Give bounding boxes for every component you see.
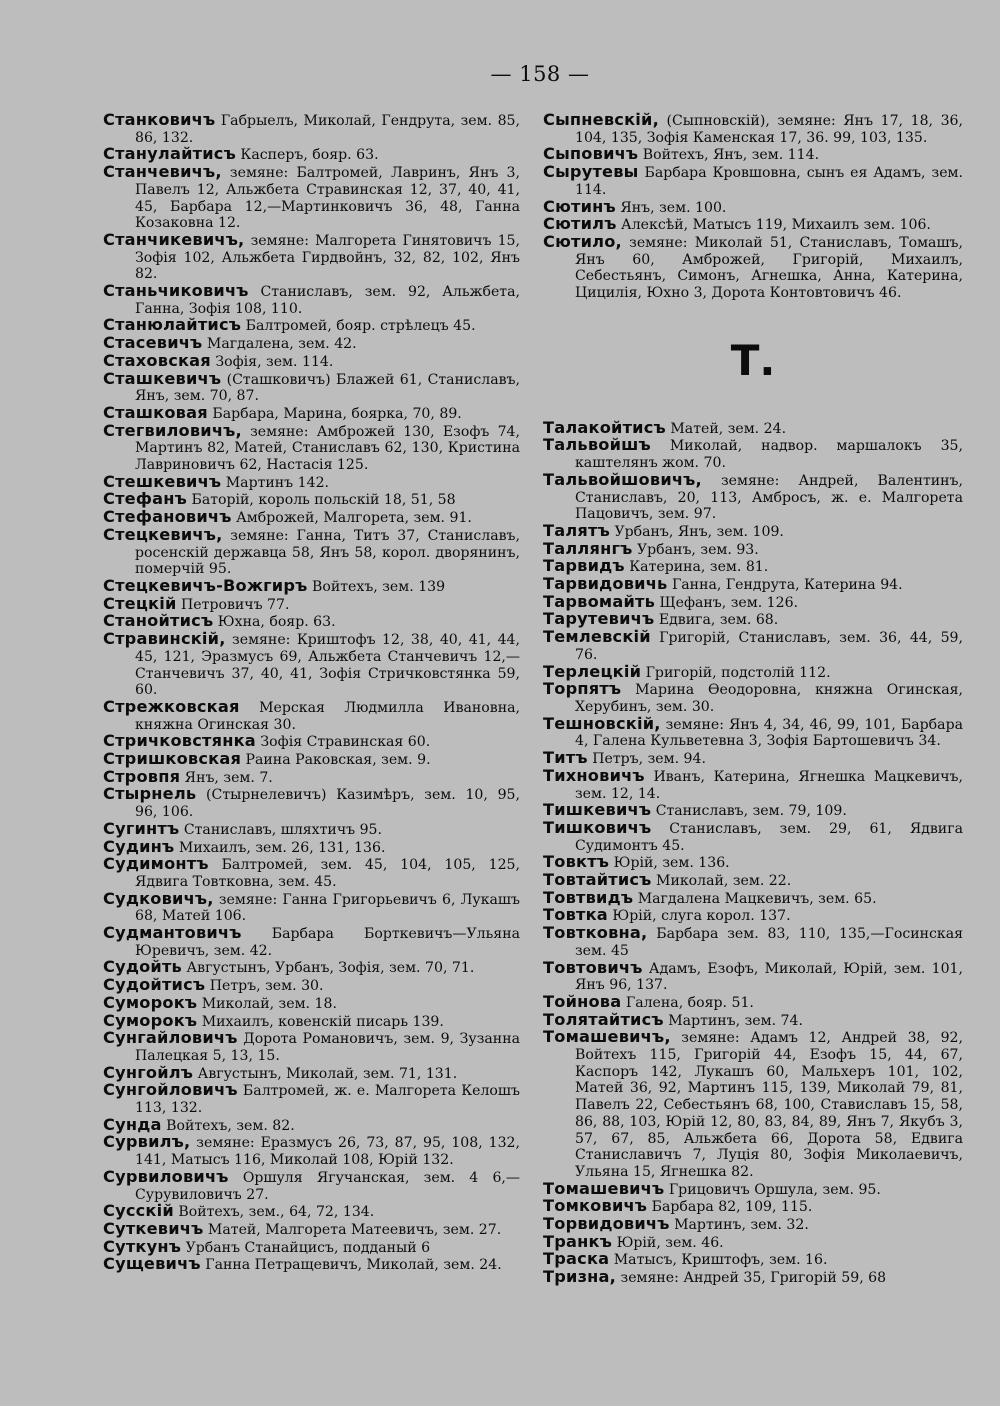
right-column-bottom-entries — [543, 417, 963, 1287]
entry-surname: Тальвойшъ — [543, 435, 651, 455]
entry-surname: Судойть — [103, 957, 182, 977]
entry-surname: Стецкевичъ-Вожгиръ — [103, 575, 308, 595]
entry-surname: Титъ — [543, 748, 588, 768]
index-entry — [543, 437, 963, 471]
entry-details: земяне: Балтромей, Лавринъ, Янъ 3, Павелъ 12, Альжбета Стравинская 12, 37, 40, 41, 45, Барбара 12,—Мартинковичъ 36, 48, Ганна Козаковна 12. — [135, 165, 520, 232]
entry-details: Иванъ, Катерина, Ягнешка Мацкевичъ, зем. 12, 14. — [575, 768, 963, 802]
entry-details: Михаилъ, зем. 26, 131, 136. — [174, 839, 386, 856]
entry-details: Мерская Людмилла Ивановна, княжна Огинская 30. — [135, 699, 520, 733]
index-entry — [103, 229, 520, 283]
entry-details: Урбанъ Станайцисъ, подданый 6 — [181, 1239, 431, 1256]
entry-surname: Томашевичъ — [543, 1178, 665, 1198]
entry-surname: Сыпневскій, — [543, 110, 659, 129]
entry-details: Ганна Петращевичъ, Миколай, зем. 24. — [200, 1257, 502, 1274]
entry-details: Миколай, зем. 22. — [651, 873, 792, 890]
index-entry — [543, 164, 963, 198]
entry-details: Мартинъ 142. — [221, 474, 330, 491]
entry-surname: Траска — [543, 1249, 610, 1269]
entry-details: Едвига, зем. 68. — [654, 612, 779, 629]
entry-details: Миколай, зем. 18. — [197, 995, 337, 1012]
entry-details: земяне: Малгорета Гинятовичъ 15, Зофія 102, Альжбета Гирдвойнъ, 32, 82, 102, Янъ 82. — [135, 232, 520, 283]
entry-details: Юхна, бояр. 63. — [213, 614, 336, 631]
entry-surname: Торвидовичъ — [543, 1214, 670, 1234]
entry-surname: Талятъ — [543, 520, 610, 540]
entry-surname: Тарвидовичь — [543, 574, 668, 594]
index-entry — [103, 283, 520, 317]
entry-details: Галена, бояр. 51. — [621, 994, 754, 1011]
entry-details: Станиславъ, зем. 29, 61, Ядвига Судимонтъ 45. — [575, 820, 963, 854]
entry-surname: Тойнова — [543, 991, 622, 1011]
entry-details: Войтехъ, зем. 139 — [307, 578, 446, 595]
entry-surname: Товтковна, — [543, 923, 648, 943]
index-entry — [543, 231, 963, 302]
entry-surname: Товтка — [543, 905, 608, 925]
entry-surname: Сташкевичъ — [103, 368, 222, 388]
index-entry — [103, 1134, 520, 1168]
entry-details: земяне: Ганна Григорьевичъ 6, Лукашъ 68, Матей 106. — [135, 891, 520, 925]
entry-details: Адамъ, Езофъ, Миколай, Юрій, зем. 101, Янъ 96, 137. — [575, 960, 963, 994]
entry-surname: Торпятъ — [543, 679, 622, 699]
entry-details: Марина Ѳеодоровна, княжна Огинская, Херубинъ, зем. 30. — [575, 682, 963, 715]
entry-surname: Стецкій — [103, 593, 177, 613]
entry-surname: Стаховская — [103, 350, 211, 370]
entry-details: Станиславъ, зем. 92, Альжбета, Ганна, Зофія 108, 110. — [135, 284, 520, 317]
entry-surname: Транкъ — [543, 1231, 613, 1251]
entry-surname: Стрежковская — [103, 696, 240, 716]
entry-details: Магдалена, зем. 42. — [202, 336, 357, 353]
entry-surname: Тихновичъ — [543, 765, 645, 785]
entry-details: Зофія Стравинская 60. — [255, 734, 431, 751]
entry-surname: Станковичъ — [103, 110, 216, 129]
index-entry — [543, 925, 963, 959]
entry-details: (Сыпновскій), земяне: Янъ 17, 18, 36, 104, 135, Зофія Каменская 17, 36. 99, 103, 135. — [575, 113, 963, 146]
entry-surname: Сунгойловичъ — [103, 1080, 238, 1100]
entry-surname: Станойтисъ — [103, 611, 214, 631]
index-entry — [103, 1166, 520, 1203]
index-entry — [103, 1082, 520, 1116]
entry-details: Алексѣй, Матысъ 119, Михаилъ зем. 106. — [616, 217, 931, 234]
entry-details: Войтехъ, зем. 82. — [161, 1117, 295, 1134]
entry-details: Грицовичъ Оршула, зем. 95. — [664, 1181, 881, 1198]
entry-details: Петръ, зем. 94. — [587, 751, 706, 768]
index-entry — [543, 713, 963, 750]
entry-details: Зофія, зем. 114. — [210, 353, 334, 370]
entry-surname: Томашевичъ, — [543, 1027, 671, 1047]
entry-surname: Стасевичъ — [103, 333, 203, 353]
index-entry — [103, 368, 520, 405]
entry-surname: Суткунъ — [103, 1236, 182, 1256]
entry-details: Матей, Малгорета Матеевичъ, зем. 27. — [203, 1222, 502, 1238]
entry-surname: Товтовичъ — [543, 957, 643, 977]
index-entry — [543, 469, 963, 523]
entry-details: земяне: Андрей 35, Григорій 59, 68 — [616, 1270, 887, 1287]
entry-surname: Судковичъ, — [103, 888, 214, 908]
entry-details: Касперъ, бояр. 63. — [235, 147, 379, 164]
entry-details: Ганна, Гендрута, Катерина 94. — [667, 577, 903, 594]
entry-surname: Сютилъ — [543, 214, 617, 234]
entry-details: Петръ, зем. 30. — [205, 978, 324, 995]
entry-surname: Товтайтисъ — [543, 870, 652, 890]
entry-surname: Судмантовичъ — [103, 923, 242, 943]
index-entry — [103, 631, 520, 699]
entry-surname: Терлецкій — [543, 661, 642, 681]
entry-surname: Таллянгъ — [543, 538, 633, 558]
section-letter: Т. — [730, 335, 776, 385]
entry-details: Барбара, Марина, боярка, 70, 89. — [207, 405, 462, 422]
entry-surname: Станчикевичъ, — [103, 229, 245, 249]
index-entry — [543, 629, 963, 663]
entry-details: Петровичъ 77. — [176, 596, 290, 613]
index-entry — [103, 112, 520, 146]
entry-surname: Сютинъ — [543, 196, 616, 216]
entry-details: Миколай, надвор. маршалокъ 35, каштелянъ жом. 70. — [575, 438, 963, 472]
entry-surname: Тризна, — [543, 1267, 617, 1287]
entry-details: земяне: Адамъ 12, Андрей 38, 92, Войтехъ 115, Григорій 44, Езофъ 15, 44, 67, Каспоръ 142, Лукашъ 60, Мальхеръ 101, 102, Матей 36, 92, Мартинъ 115, 139, Миколай 79, 81, Павелъ 22, Себестьянъ 68, 100, Ставиславъ 15, 58, 86, 88, 103, Юрій 12, 80, 83, 84, 89, Янъ 7, Якубъ 3, 57, 67, 85, Альжбета 66, Дорота 58, Едвига Станиславичъ 7, Луція 80, Зофія Миколаевичъ, Ульяна 15, Ягнешка 82. — [575, 1030, 963, 1180]
entry-surname: Тишкевичъ — [543, 800, 652, 820]
entry-surname: Стырнель — [103, 784, 197, 804]
entry-details: Габрыелъ, Миколай, Гендрута, зем. 85, 86, 132. — [135, 113, 520, 146]
entry-surname: Стефанъ — [103, 489, 187, 509]
entry-details: Магдалена Мацкевичъ, зем. 65. — [633, 890, 877, 907]
entry-surname: Тарвомайть — [543, 591, 656, 611]
page-number: — 158 — — [490, 62, 590, 86]
entry-surname: Стефановичъ — [103, 507, 232, 527]
entry-details: земяне: Амброжей 130, Езофъ 74, Мартинъ 82, Матей, Станиславъ 62, 130, Кристина Лавриновичъ 62, Настасія 125. — [135, 423, 520, 474]
entry-details: Барбара Борткевичъ—Ульяна Юревичъ, зем. 42. — [135, 926, 520, 959]
index-entry — [543, 957, 963, 994]
index-entry — [103, 420, 520, 474]
entry-surname: Сунгайловичъ — [103, 1028, 238, 1048]
entry-details: Войтехъ, зем., 64, 72, 134. — [173, 1204, 375, 1221]
entry-details: Августынъ, Миколай, зем. 71, 131. — [193, 1065, 458, 1082]
entry-details: Щефанъ, зем. 126. — [655, 594, 799, 611]
entry-details: Урбанъ, зем. 93. — [632, 541, 759, 558]
entry-surname: Станулайтисъ — [103, 144, 236, 164]
index-entry — [543, 112, 963, 146]
entry-details: Августынъ, Урбанъ, Зофія, зем. 70, 71. — [182, 960, 475, 977]
entry-details: Матей, зем. 24. — [665, 420, 787, 437]
entry-surname: Томковичъ — [543, 1196, 648, 1216]
entry-surname: Судойтисъ — [103, 975, 206, 995]
entry-surname: Сунгойлъ — [103, 1062, 194, 1082]
entry-surname: Талакойтисъ — [543, 417, 666, 437]
entry-details: Балтромей, ж. е. Малгорета Келошъ 113, 132. — [135, 1083, 520, 1117]
entry-details: Барбара Кровшовна, сынъ ея Адамъ, зем. 114. — [575, 165, 963, 198]
entry-surname: Сырутевы — [543, 162, 639, 182]
entry-surname: Тешновскій, — [543, 713, 661, 733]
entry-details: Мартинъ, зем. 32. — [669, 1217, 809, 1234]
entry-details: земяне: Еразмусъ 26, 73, 87, 95, 108, 132, 141, Матысъ 116, Миколай 108, Юрій 132. — [135, 1135, 520, 1169]
entry-details: Станиславъ, зем. 79, 109. — [651, 803, 847, 820]
entry-details: Балтромей, бояр. стрѣлецъ 45. — [241, 318, 476, 335]
entry-details: Юрій, зем. 46. — [612, 1234, 724, 1251]
index-entry — [543, 1269, 963, 1287]
left-column — [103, 112, 520, 1274]
entry-surname: Стричковстянка — [103, 731, 256, 751]
entry-surname: Сугинтъ — [103, 818, 180, 838]
entry-details: Янъ, зем. 100. — [615, 199, 727, 216]
entry-surname: Суткевичъ — [103, 1219, 204, 1238]
entry-surname: Стравинскій, — [103, 629, 226, 649]
entry-surname: Станчевичъ, — [103, 162, 222, 182]
entry-details: земяне: Миколай 51, Станиславъ, Томашъ, Янъ 60, Амброжей, Григорій, Михаилъ, Себестьянъ, Симонъ, Агнешка, Анна, Катерина, Цицилія, Юхно 3, Дорота Контовтовичъ 46. — [575, 234, 963, 302]
entry-surname: Стецкевичъ, — [103, 524, 223, 544]
entry-surname: Сыповичъ — [543, 144, 639, 164]
entry-details: Михаилъ, ковенскій писарь 139. — [197, 1013, 444, 1030]
entry-details: Баторій, король польскій 18, 51, 58 — [186, 492, 456, 509]
entry-surname: Суморокъ — [103, 992, 198, 1012]
index-entry — [103, 1030, 520, 1064]
entry-details: земяне: Янъ 4, 34, 46, 99, 101, Барбара 4, Галена Кульветевна 3, Зофія Бартошевичъ 34. — [575, 716, 963, 750]
entry-surname: Тарвидъ — [543, 556, 625, 576]
entry-surname: Сурвилъ, — [103, 1132, 191, 1152]
entry-details: Юрій, слуга корол. 137. — [607, 908, 791, 925]
entry-details: Катерина, зем. 81. — [624, 559, 769, 576]
entry-details: Барбара 82, 109, 115. — [647, 1199, 813, 1216]
entry-surname: Товтвидъ — [543, 887, 634, 907]
entry-details: Раина Раковская, зем. 9. — [241, 752, 431, 769]
entry-surname: Товктъ — [543, 852, 610, 872]
entry-details: (Сташковичъ) Блажей 61, Станиславъ, Янъ, зем. 70, 87. — [135, 371, 520, 405]
index-entry — [103, 786, 520, 820]
entry-details: Оршуля Ягучанская, зем. 4 6,—Сурувиловичъ 27. — [135, 1169, 520, 1203]
entry-details: земяне: Ганна, Титъ 37, Станиславъ, росенскій державца 58, Янъ 58, корол. дворянинъ, померчій 95. — [135, 527, 520, 578]
entry-surname: Тишковичъ — [543, 817, 652, 837]
index-entry — [103, 856, 520, 890]
entry-surname: Стешкевичъ — [103, 471, 222, 491]
entry-surname: Сунда — [103, 1114, 162, 1134]
entry-details: земяне: Криштофъ 12, 38, 40, 41, 44, 45, 121, Эразмусъ 69, Альжбета Станчевичъ 12,—Станчевичъ 37, 40, 41, Зофія Стричковстянка 59, 60. — [135, 632, 520, 699]
entry-surname: Станюлайтисъ — [103, 315, 242, 335]
index-entry — [103, 164, 520, 232]
entry-surname: Судимонтъ — [103, 854, 209, 874]
entry-surname: Сущевичъ — [103, 1254, 201, 1274]
entry-details: земяне: Андрей, Валентинъ, Станиславъ, 20, 113, Амбросъ, ж. е. Малгорета Пацовичъ, зем. 97. — [575, 472, 963, 523]
entry-surname: Толятайтисъ — [543, 1009, 664, 1029]
entry-surname: Темлевскій — [543, 627, 651, 647]
entry-surname: Судинъ — [103, 836, 175, 856]
entry-details: Юрій, зем. 136. — [609, 855, 730, 872]
entry-details: Дорота Романовичъ, зем. 9, Зузанна Палецкая 5, 13, 15. — [135, 1031, 520, 1064]
index-entry — [103, 925, 520, 959]
entry-details: Станиславъ, шляхтичъ 95. — [179, 821, 383, 838]
entry-surname: Стришковская — [103, 749, 242, 769]
index-entry — [103, 888, 520, 925]
entry-surname: Тальвойшовичъ, — [543, 469, 702, 489]
index-entry — [543, 681, 963, 715]
entry-surname: Суморокъ — [103, 1010, 198, 1030]
entry-details: Григорій, подстолій 112. — [641, 664, 831, 681]
index-entry — [543, 1029, 963, 1180]
right-column — [543, 112, 963, 1287]
entry-details: Войтехъ, Янъ, зем. 114. — [638, 147, 820, 164]
index-entry — [103, 524, 520, 578]
entry-details: Матысъ, Криштофъ, зем. 16. — [609, 1252, 828, 1269]
right-column-top-entries — [543, 112, 963, 302]
entry-details: Урбанъ, Янъ, зем. 109. — [609, 523, 784, 540]
index-entry — [103, 1256, 520, 1274]
entry-surname: Сурвиловичъ — [103, 1166, 229, 1186]
entry-surname: Сташковая — [103, 402, 208, 422]
entry-details: Балтромей, зем. 45, 104, 105, 125, Ядвига Товтковна, зем. 45. — [135, 857, 520, 890]
entry-surname: Стегвиловичъ, — [103, 420, 242, 440]
entry-surname: Сусскій — [103, 1201, 174, 1221]
entry-details: Амброжей, Малгорета, зем. 91. — [231, 510, 472, 527]
entry-details: Барбара зем. 83, 110, 135,—Госинская зем. 45 — [575, 926, 963, 959]
entry-surname: Сютило, — [543, 231, 622, 251]
index-entry — [543, 817, 963, 854]
index-entry — [543, 765, 963, 802]
entry-surname: Стровпя — [103, 766, 181, 786]
index-entry — [103, 696, 520, 733]
entry-details: Григорій, Станиславъ, зем. 36, 44, 59, 76. — [575, 630, 963, 663]
entry-details: Мартинъ, зем. 74. — [663, 1012, 803, 1029]
entry-surname: Станьчиковичъ — [103, 281, 249, 301]
entry-details: Янъ, зем. 7. — [180, 769, 273, 786]
entry-details: (Стырнелевичъ) Казимѣръ, зем. 10, 95, 96, 106. — [135, 787, 520, 821]
entry-surname: Тарутевичъ — [543, 609, 655, 629]
